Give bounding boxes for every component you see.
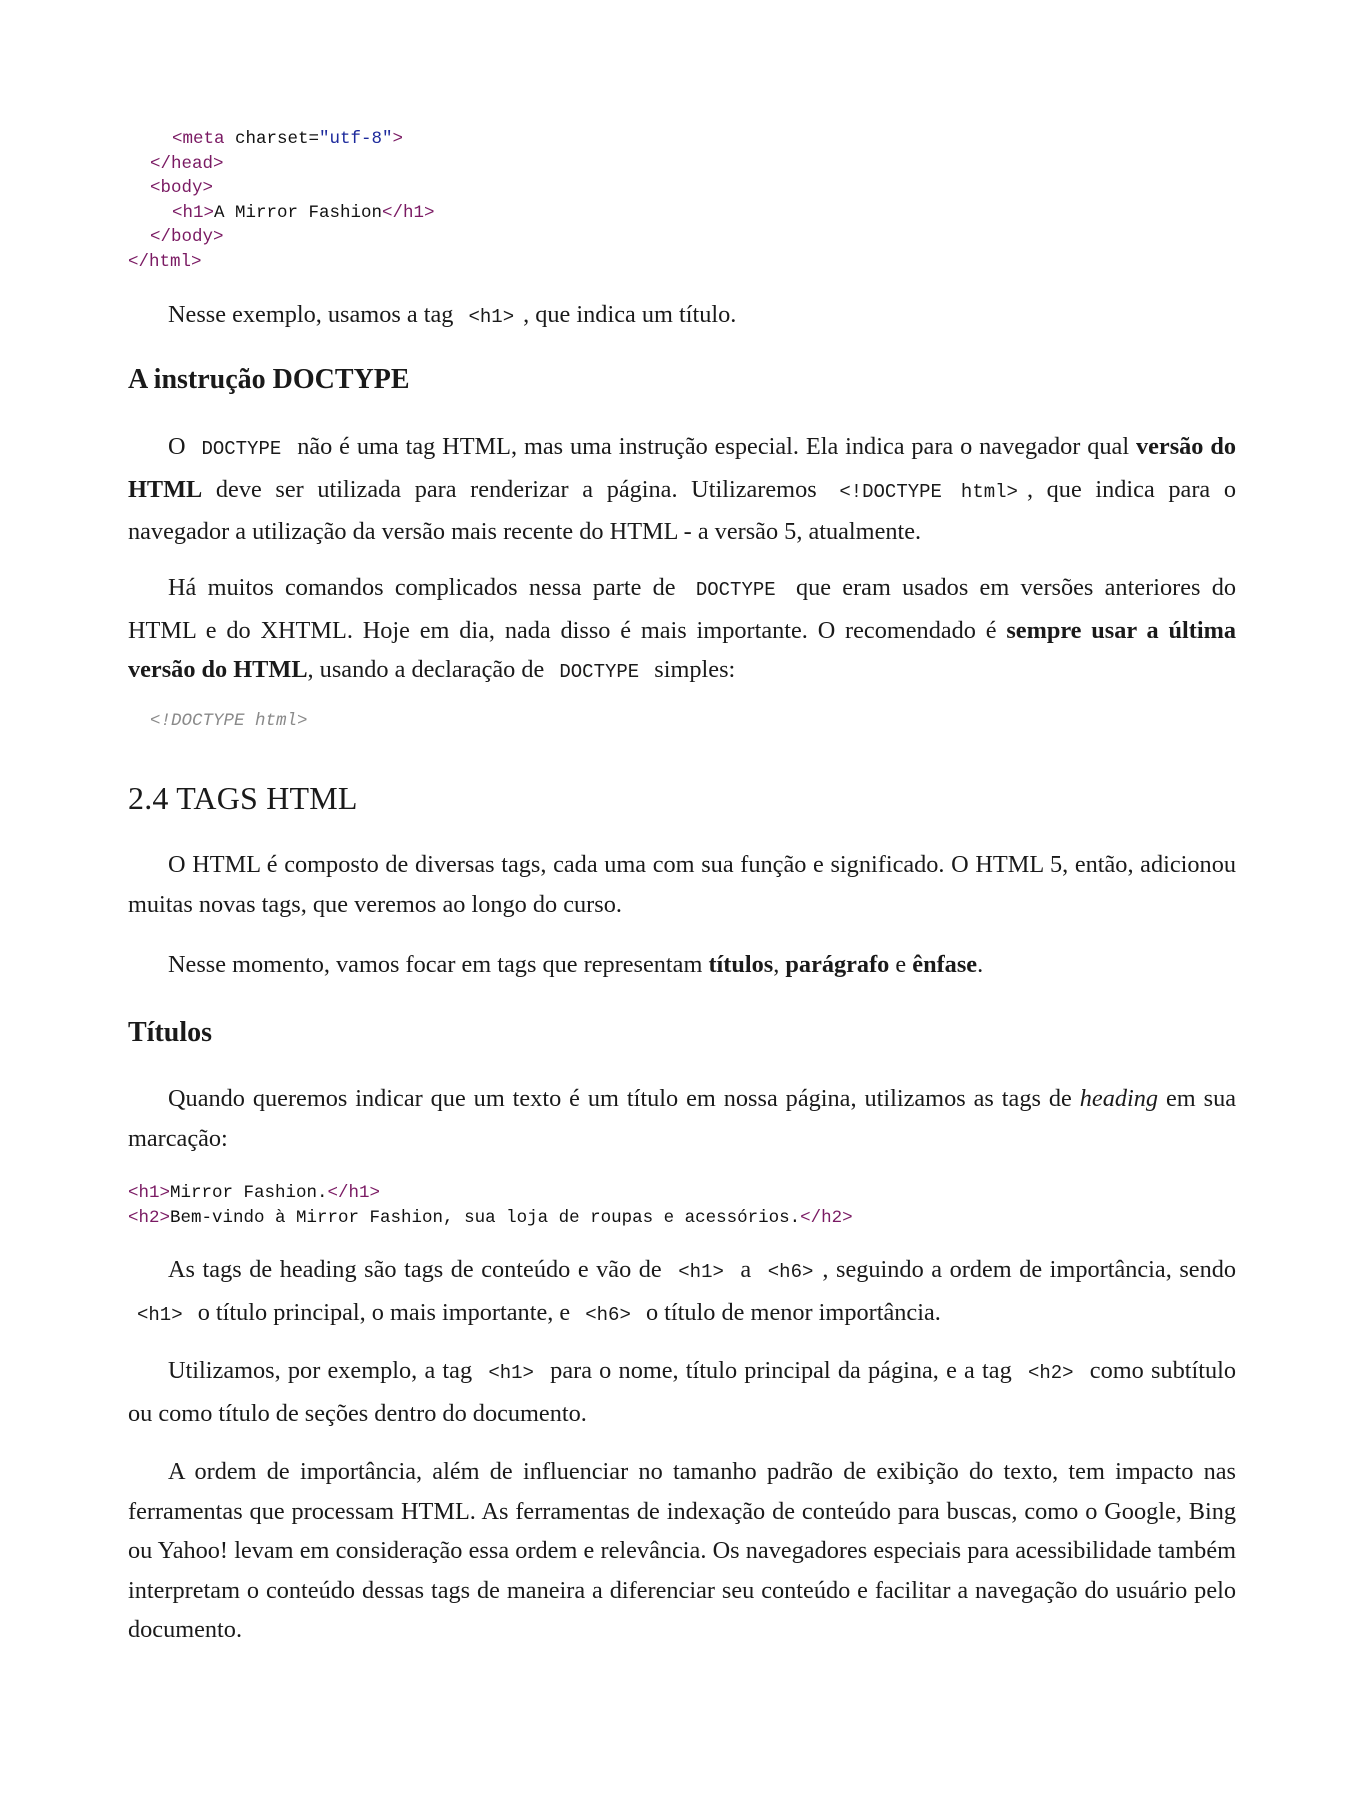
text-run: , — [773, 951, 780, 978]
code-token: <body> — [150, 178, 214, 198]
code-token: </head> — [150, 153, 224, 174]
code-block-headings — [128, 1181, 1236, 1230]
bold-text: parágrafo — [785, 951, 890, 978]
inline-code: <h1> — [678, 1261, 724, 1283]
text-run: deve ser utilizada para renderizar a página. Utilizaremos — [215, 475, 817, 503]
section-title: 2.4 TAGS HTML — [128, 780, 358, 816]
paragraph — [128, 295, 1236, 338]
text-run: , que indica um título. — [523, 301, 737, 328]
code-token: <h1> — [128, 1183, 171, 1203]
text-run: como subtítulo ou como título de seções dentro do documento. — [128, 1357, 1237, 1427]
code-token: > — [392, 129, 404, 149]
text-run: Nesse exemplo, usamos a tag — [168, 301, 454, 328]
text-run: O — [168, 433, 186, 460]
inline-code: DOCTYPE — [559, 661, 640, 683]
paragraph: A ordem de importância, além de influenciar no tamanho padrão de exibição do texto, tem impacto nas ferramentas que processam HTML. As ferramentas de indexação de conteúdo para buscas, como o Google, Bing ou Yahoo! levam em consideração essa ordem e relevância. Os navegadores especiais para acessibilidade também interpretam o conteúdo dessas tags de maneira a diferenciar seu conteúdo e facilitar a navegação do usuário pelo documento. — [128, 1458, 1236, 1643]
inline-code: <h1> — [488, 1362, 534, 1384]
code-token: <meta — [172, 129, 225, 149]
code-token: </html> — [128, 251, 202, 272]
code-token: <h2> — [128, 1207, 171, 1228]
subheading-titulos: Títulos — [128, 1017, 213, 1048]
text-run: a — [740, 1256, 752, 1283]
text-run: simples: — [654, 656, 736, 683]
paragraph — [128, 427, 1236, 552]
code-token: </body> — [150, 227, 224, 247]
inline-code: <h6> — [767, 1261, 814, 1283]
code-token: <h1> — [172, 202, 215, 223]
paragraph — [128, 945, 1236, 985]
paragraph — [128, 1079, 1236, 1158]
text-run: Utilizamos, por exemplo, a tag — [168, 1357, 473, 1384]
bold-text: sempre usar a última versão do HTML — [128, 616, 1237, 683]
text-run: e — [895, 951, 907, 978]
italic-text: heading — [1079, 1085, 1159, 1112]
text-run: Quando queremos indicar que um texto é um título em nossa página, utilizamos as tags de — [168, 1085, 1072, 1112]
inline-code: <h6> — [585, 1303, 631, 1326]
text-run: para o nome, título principal da página, e a tag — [550, 1357, 1012, 1384]
subheading-doctype: A instrução DOCTYPE — [128, 364, 410, 395]
code-block-doctype — [128, 709, 1236, 734]
paragraph: O HTML é composto de diversas tags, cada uma com sua função e significado. O HTML 5, então, adicionou muitas novas tags, que veremos ao longo do curso. — [128, 851, 1236, 918]
code-token: "utf-8" — [319, 129, 393, 149]
code-token: </h1> — [327, 1183, 381, 1203]
text-run: o título principal, o mais importante, e — [197, 1298, 571, 1326]
inline-code: <h2> — [1027, 1362, 1074, 1384]
inline-code: <h1> — [468, 306, 515, 328]
text-run: , usando a declaração de — [307, 656, 545, 683]
paragraph — [128, 1250, 1236, 1335]
text-run: Nesse momento, vamos focar em tags que representam — [168, 951, 703, 978]
text-run: . — [977, 951, 984, 978]
code-token: <!DOCTYPE html> — [150, 711, 308, 731]
text-run: Há muitos comandos complicados nessa parte de — [168, 574, 676, 601]
code-block-html-end — [128, 127, 1236, 274]
code-token: Mirror Fashion. — [170, 1183, 328, 1203]
bold-text: ênfase — [912, 951, 978, 978]
text-run: , seguindo a ordem de importância, sendo — [822, 1256, 1237, 1283]
paragraph — [128, 1351, 1236, 1433]
text-run: não é uma tag HTML, mas uma instrução especial. Ela indica para o navegador qual — [297, 433, 1130, 460]
code-token: Bem-vindo à Mirror Fashion, sua loja de roupas e acessórios. — [170, 1207, 801, 1228]
text-run: As tags de heading são tags de conteúdo e vão de — [168, 1256, 662, 1283]
code-token: A Mirror Fashion — [214, 202, 383, 223]
text-run: o título de menor importância. — [645, 1298, 941, 1326]
inline-code: <!DOCTYPE html> — [839, 480, 1018, 503]
bold-text: títulos — [708, 951, 774, 978]
paragraph — [128, 568, 1236, 693]
inline-code: DOCTYPE — [201, 438, 282, 460]
code-token: </h1> — [382, 202, 435, 223]
code-token: charset= — [224, 129, 320, 149]
inline-code: <h1> — [137, 1303, 183, 1326]
text-run: , que indica para o navegador a utilização da versão mais recente do HTML - a versão 5, atualmente. — [128, 475, 1237, 545]
code-token: </h2> — [800, 1207, 853, 1228]
inline-code: DOCTYPE — [695, 579, 776, 601]
text-run: que eram usados em versões anteriores do HTML e do XHTML. Hoje em dia, nada disso é mais importante. O recomendado é — [128, 574, 1237, 644]
text-run: em sua marcação: — [128, 1085, 1237, 1152]
bold-text: versão do HTML — [128, 433, 1237, 503]
